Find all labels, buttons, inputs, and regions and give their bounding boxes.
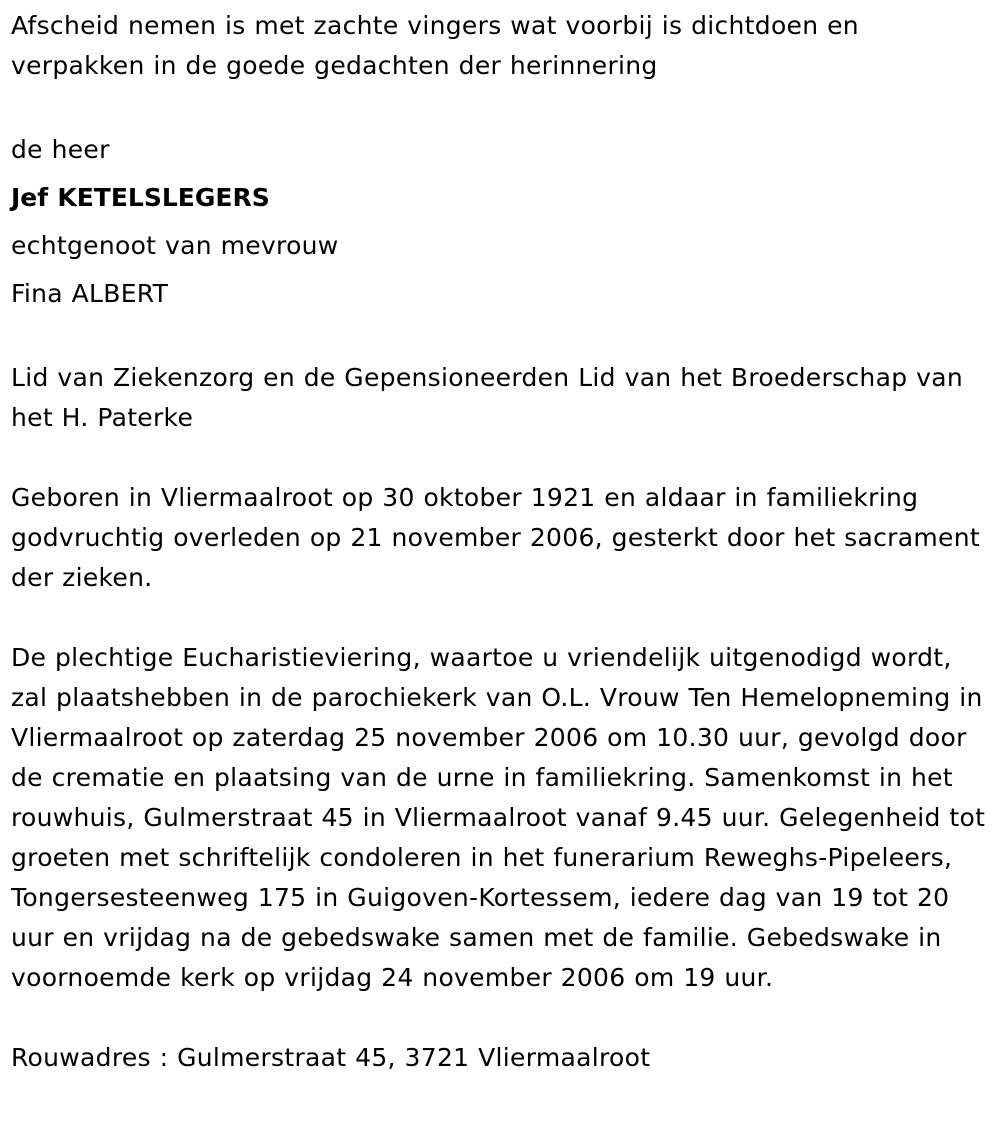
spouse-name: Fina ALBERT <box>11 279 169 308</box>
birth-death-paragraph: Geboren in Vliermaalroot op 30 oktober 1921 en aldaar in familiekring godvruchtig overleden op 21 november 2006, gesterkt door het sacrament der zieken. <box>11 483 980 592</box>
obituary-notice <box>11 6 996 1078</box>
spacer <box>11 318 996 358</box>
mourning-address: Rouwadres : Gulmerstraat 45, 3721 Vliermaalroot <box>11 1043 651 1072</box>
title-prefix: de heer <box>11 135 110 164</box>
spouse-label: echtgenoot van mevrouw <box>11 231 339 260</box>
ceremony-paragraph: De plechtige Eucharistieviering, waartoe u vriendelijk uitgenodigd wordt, zal plaatshebben in de parochiekerk van O.L. Vrouw Ten Hemelopneming in Vliermaalroot op zaterdag 25 november 2006 om 10.30 uur, gevolgd door de crematie en plaatsing van de urne in familiekring. Samenkomst in het rouwhuis, Gulmerstraat 45 in Vliermaalroot vanaf 9.45 uur. Gelegenheid tot groeten met schriftelijk condoleren in het funerarium Reweghs-Pipeleers, Tongersesteenweg 175 in Guigoven-Kortessem, iedere dag van 19 tot 20 uur en vrijdag na de gebedswake samen met de familie. Gebedswake in voornoemde kerk op vrijdag 24 november 2006 om 19 uur. <box>11 643 986 992</box>
deceased-name: Jef KETELSLEGERS <box>11 183 270 212</box>
memberships: Lid van Ziekenzorg en de Gepensioneerden Lid van het Broederschap van het H. Paterke <box>11 363 963 432</box>
spacer <box>11 998 996 1038</box>
spacer <box>11 86 996 126</box>
farewell-quote: Afscheid nemen is met zachte vingers wat voorbij is dichtdoen en verpakken in de goede gedachten der herinnering <box>11 11 859 80</box>
spacer <box>11 598 996 638</box>
spacer <box>11 438 996 478</box>
